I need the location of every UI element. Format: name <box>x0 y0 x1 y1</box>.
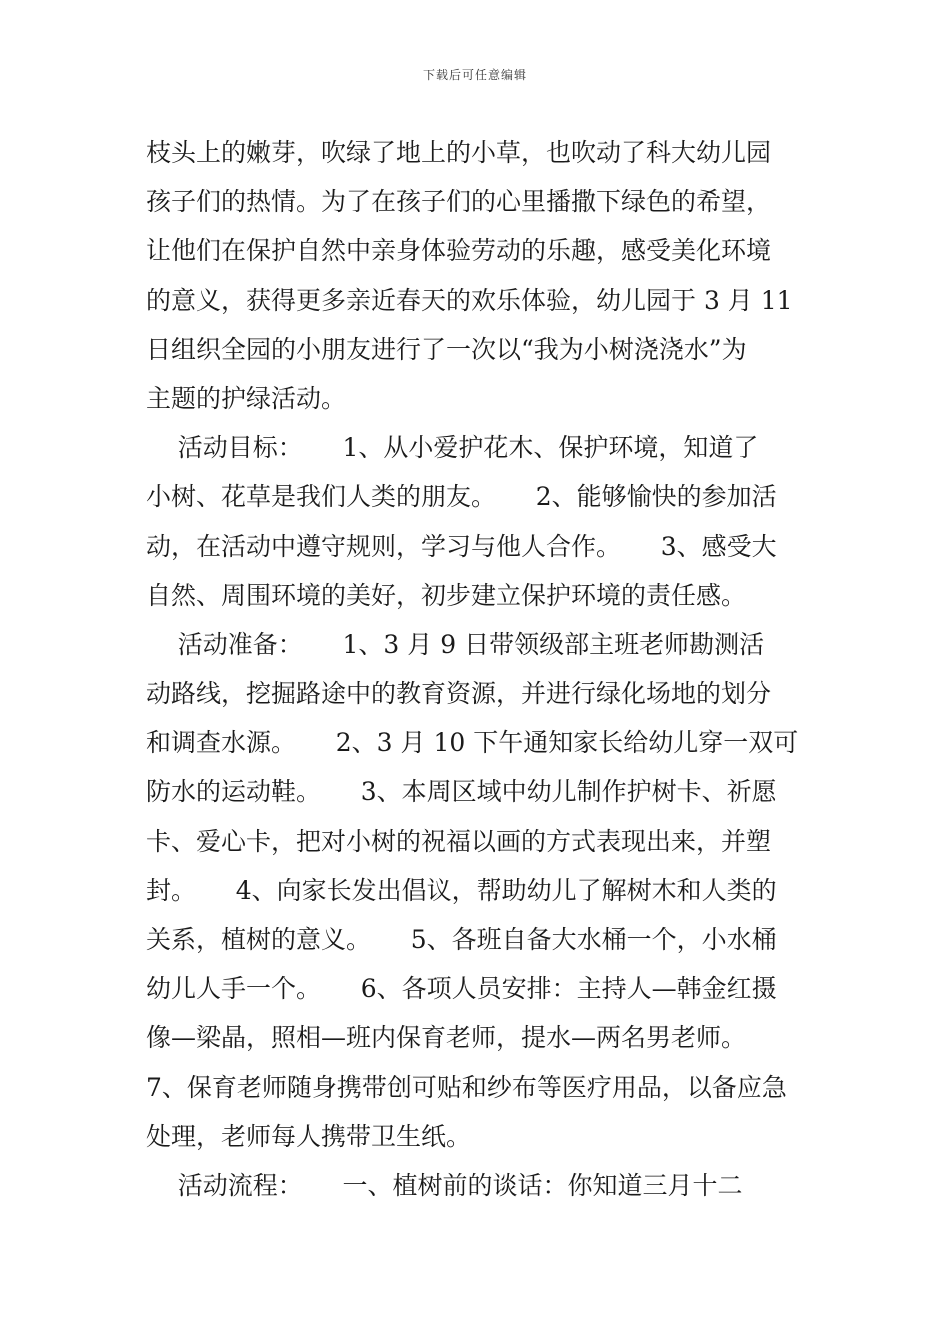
text-line: 枝头上的嫩芽，吹绿了地上的小草，也吹动了科大幼儿园 <box>146 138 772 167</box>
text-line: 日组织全园的小朋友进行了一次以“我为小树浇浇水”为 <box>146 334 747 364</box>
text-line: 处理，老师每人携带卫生纸。 <box>146 1121 472 1151</box>
text-line: 卡、爱心卡，把对小树的祝福以画的方式表现出来，并塑 <box>146 826 772 856</box>
text-line: 关系，植树的意义。 5、各班自备大水桶一个，小水桶 <box>146 925 777 954</box>
text-line: 让他们在保护自然中亲身体验劳动的乐趣，感受美化环境 <box>146 236 772 266</box>
page-header: 下载后可任意编辑 <box>422 68 527 82</box>
text-line: 活动准备： 1、3 月 9 日带领级部主班老师勘测活 <box>146 629 765 659</box>
text-line: 主题的护绿活动。 <box>146 383 347 413</box>
text-line: 自然、周围环境的美好，初步建立保护环境的责任感。 <box>146 580 747 610</box>
text-line: 孩子们的热情。为了在孩子们的心里播撒下绿色的希望， <box>146 187 772 217</box>
text-line: 防水的运动鞋。 3、本周区域中幼儿制作护树卡、祈愿 <box>146 777 777 807</box>
text-line: 像—梁晶，照相—班内保育老师，提水—两名男老师。 <box>146 1023 747 1053</box>
text-line: 封。 4、向家长发出倡议，帮助幼儿了解树木和人类的 <box>146 875 777 905</box>
text-line: 和调查水源。 2、3 月 10 下午通知家长给幼儿穿一双可 <box>146 728 799 758</box>
text-line: 幼儿人手一个。 6、各项人员安排：主持人—韩金红摄 <box>146 974 777 1004</box>
text-line: 的意义，获得更多亲近春天的欢乐体验，幼儿园于 3 月 11 <box>146 285 793 315</box>
text-line: 活动流程： 一、植树前的谈话：你知道三月十二 <box>146 1170 743 1200</box>
text-line: 7、保育老师随身携带创可贴和纱布等医疗用品，以备应急 <box>146 1072 787 1102</box>
text-line: 小树、花草是我们人类的朋友。 2、能够愉快的参加活 <box>146 482 777 512</box>
text-line: 活动目标： 1、从小爱护花木、保护环境，知道了 <box>146 433 759 463</box>
text-line: 动，在活动中遵守规则，学习与他人合作。 3、感受大 <box>146 531 777 561</box>
document-body <box>146 128 810 1210</box>
text-line: 动路线，挖掘路途中的教育资源，并进行绿化场地的划分 <box>146 679 772 709</box>
